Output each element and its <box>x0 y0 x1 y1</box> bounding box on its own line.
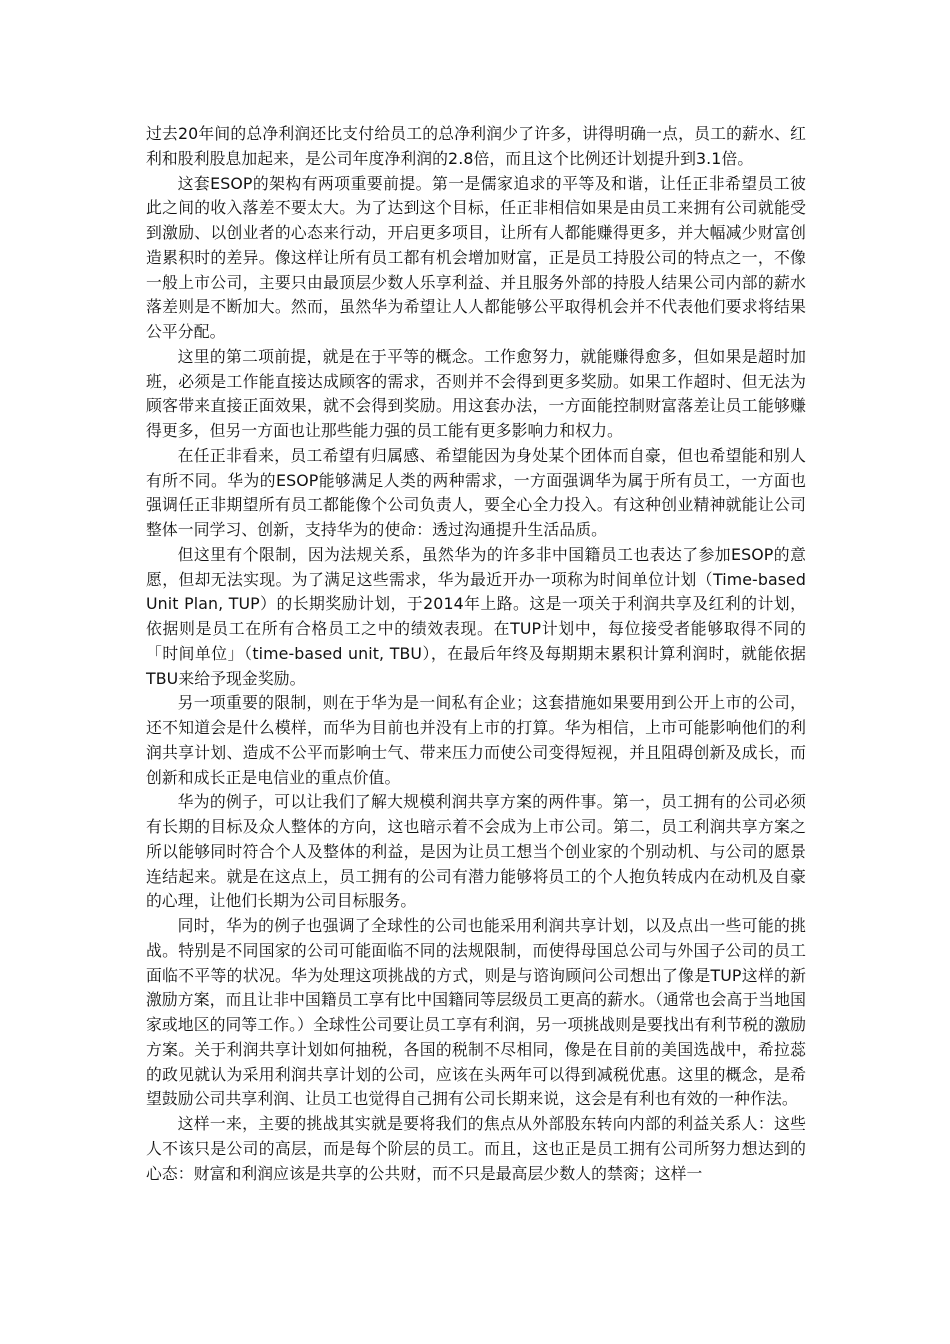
paragraph-1: 过去20年间的总净利润还比支付给员工的总净利润少了许多，讲得明确一点，员工的薪水、红利和股利股息加起来，是公司年度净利润的2.8倍，而且这个比例还计划提升到3.1倍。 <box>146 124 806 168</box>
paragraph-2: 这套ESOP的架构有两项重要前提。第一是儒家追求的平等及和谐，让任正非希望员工彼此之间的收入落差不要太大。为了达到这个目标，任正非相信如果是由员工来拥有公司就能受到激励、以创业者的心态来行动，开启更多项目，让所有人都能赚得更多，并大幅减少财富创造累积时的差异。像这样让所有员工都有机会增加财富，正是员工持股公司的特点之一，不像一般上市公司，主要只由最顶层少数人乐享利益、并且服务外部的持股人结果公司内部的薪水落差则是不断加大。然而，虽然华为希望让人人都能够公平取得机会并不代表他们要求将结果公平分配。 <box>146 173 806 341</box>
paragraph-8: 同时，华为的例子也强调了全球性的公司也能采用利润共享计划，以及点出一些可能的挑战。特别是不同国家的公司可能面临不同的法规限制，而使得母国总公司与外国子公司的员工面临不平等的状况。华为处理这项挑战的方式，则是与谘询顾问公司想出了像是TUP这样的新激励方案，而且让非中国籍员工享有比中国籍同等层级员工更高的薪水。（通常也会高于当地国家或地区的同等工作。）全球性公司要让员工享有利润，另一项挑战则是要找出有利节税的激励方案。关于利润共享计划如何抽税，各国的税制不尽相同，像是在目前的美国选战中，希拉蕊的政见就认为采用利润共享计划的公司，应该在头两年可以得到减税优惠。这里的概念，是希望鼓励公司共享利润、让员工也觉得自己拥有公司长期来说，这会是有利也有效的一种作法。 <box>146 916 806 1109</box>
document-body <box>146 122 806 1186</box>
paragraph-5: 但这里有个限制，因为法规关系，虽然华为的许多非中国籍员工也表达了参加ESOP的意愿，但却无法实现。为了满足这些需求，华为最近开办一项称为时间单位计划（Time-based Unit Plan, TUP）的长期奖励计划，于2014年上路。这是一项关于利润共享及红利的计划，依据则是员工在所有合格员工之中的绩效表现。在TUP计划中，每位接受者能够取得不同的「时间单位」（time-based unit, TBU），在最后年终及每期期末累积计算利润时，就能依据TBU来给予现金奖励。 <box>146 544 806 688</box>
paragraph-4: 在任正非看来，员工希望有归属感、希望能因为身处某个团体而自豪，但也希望能和别人有所不同。华为的ESOP能够满足人类的两种需求，一方面强调华为属于所有员工，一方面也强调任正非期望所有员工都能像个公司负责人，要全心全力投入。有这种创业精神就能让公司整体一同学习、创新，支持华为的使命：透过沟通提升生活品质。 <box>146 445 806 539</box>
paragraph-9: 这样一来，主要的挑战其实就是要将我们的焦点从外部股东转向内部的利益关系人：这些人不该只是公司的高层，而是每个阶层的员工。而且，这也正是员工拥有公司所努力想达到的心态：财富和利润应该是共享的公共财，而不只是最高层少数人的禁脔；这样一 <box>146 1114 806 1183</box>
paragraph-3: 这里的第二项前提，就是在于平等的概念。工作愈努力，就能赚得愈多，但如果是超时加班，必须是工作能直接达成顾客的需求，否则并不会得到更多奖励。如果工作超时、但无法为顾客带来直接正面效果，就不会得到奖励。用这套办法，一方面能控制财富落差让员工能够赚得更多，但另一方面也让那些能力强的员工能有更多影响力和权力。 <box>146 346 806 440</box>
paragraph-7: 华为的例子，可以让我们了解大规模利润共享方案的两件事。第一，员工拥有的公司必须有长期的目标及众人整体的方向，这也暗示着不会成为上市公司。第二，员工利润共享方案之所以能够同时符合个人及整体的利益，是因为让员工想当个创业家的个别动机、与公司的愿景连结起来。就是在这点上，员工拥有的公司有潜力能够将员工的个人抱负转成内在动机及自豪的心理，让他们长期为公司目标服务。 <box>146 792 806 911</box>
paragraph-6: 另一项重要的限制，则在于华为是一间私有企业；这套措施如果要用到公开上市的公司，还不知道会是什么模样，而华为目前也并没有上市的打算。华为相信，上市可能影响他们的利润共享计划、造成不公平而影响士气、带来压力而使公司变得短视，并且阻碍创新及成长，而创新和成长正是电信业的重点价值。 <box>146 693 806 787</box>
